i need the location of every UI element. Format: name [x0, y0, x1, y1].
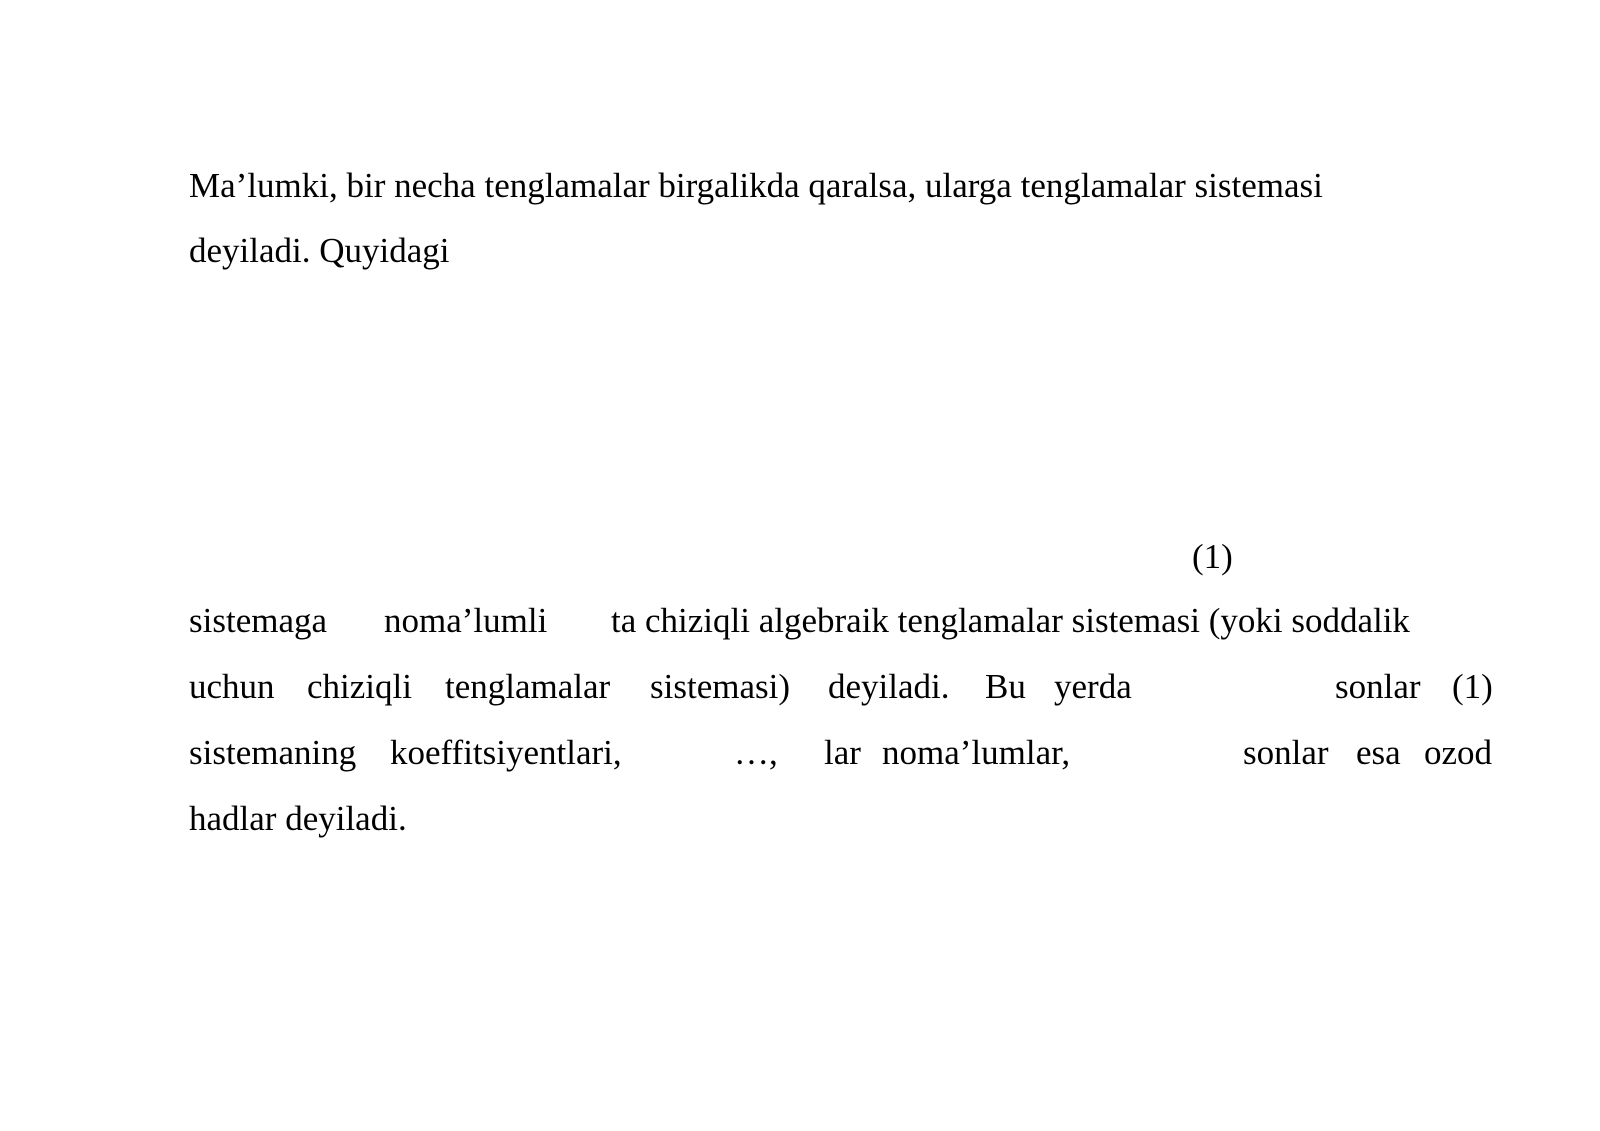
- paragraph-2-line-1-rest: ta chiziqli algebraik tenglamalar sistemasi (yoki soddalik: [611, 601, 1410, 640]
- paragraph-2-line-3-word-6: sonlar: [1243, 733, 1329, 772]
- paragraph-2-line-3-word-7: esa: [1356, 733, 1401, 772]
- paragraph-2-line-2-word-3: tenglamalar: [445, 667, 611, 706]
- paragraph-2-line-4: hadlar deyiladi.: [189, 799, 407, 838]
- paragraph-1-line-2: deyiladi. Quyidagi: [189, 231, 450, 270]
- paragraph-2-line-3-word-5: noma’lumlar,: [882, 733, 1071, 772]
- paragraph-2-line-1-word-2: noma’lumli: [384, 601, 548, 640]
- paragraph-2-line-3-word-8: ozod: [1424, 733, 1493, 772]
- paragraph-2-line-2-word-1: uchun: [189, 667, 275, 706]
- paragraph-2-line-2-word-5: deyiladi.: [828, 667, 950, 706]
- paragraph-2-line-2-word-6: Bu: [985, 667, 1026, 706]
- paragraph-2-line-1-word-1: sistemaga: [189, 601, 328, 640]
- equation-number: (1): [1192, 537, 1233, 576]
- paragraph-2-line-3-word-2: koeffitsiyentlari,: [390, 733, 622, 772]
- paragraph-2-line-3-word-3: …,: [734, 733, 778, 772]
- paragraph-2-line-2-word-2: chiziqli: [307, 667, 412, 706]
- paragraph-2-line-2-word-4: sistemasi): [650, 667, 790, 706]
- paragraph-2-line-3-word-4: lar: [824, 733, 861, 772]
- paragraph-2-line-2-word-9: (1): [1452, 667, 1493, 706]
- paragraph-2-line-2-word-8: sonlar: [1335, 667, 1421, 706]
- paragraph-2-line-2-word-7: yerda: [1054, 667, 1132, 706]
- paragraph-1-line-1: Ma’lumki, bir necha tenglamalar birgalikda qaralsa, ularga tenglamalar sistemasi: [189, 166, 1323, 205]
- paragraph-2-line-3-word-1: sistemaning: [189, 733, 357, 772]
